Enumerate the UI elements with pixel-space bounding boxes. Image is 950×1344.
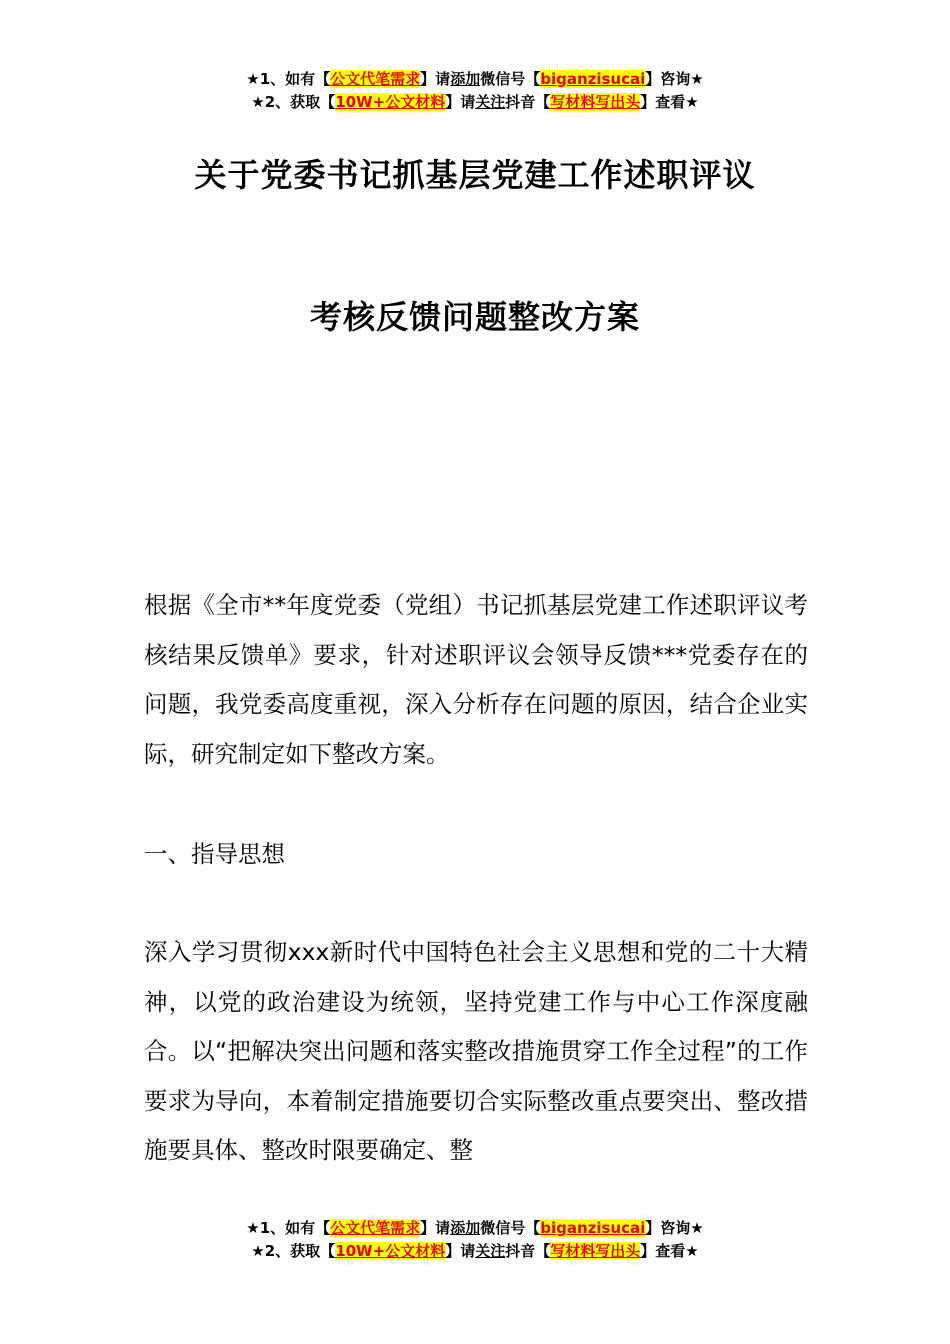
banner-line-1 <box>0 68 950 91</box>
highlight-douyin: 写材料写出头 <box>550 1242 641 1260</box>
banner-text: 】查看★ <box>640 1242 699 1260</box>
banner-text: 抖音【 <box>505 1242 551 1260</box>
banner-text-underlined: 关注 <box>475 93 506 111</box>
guiding-paragraph: 深入学习贯彻xxx新时代中国特色社会主义思想和党的二十大精神，以党的政治建设为统领，坚持党建工作与中心工作深度融合。以“把解决突出问题和落实整改措施贯穿工作全过程”的工作要求为导向，本着制定措施要切合实际整改重点要突出、整改措施要具体、整改时限要确定、整 <box>144 938 808 1164</box>
banner-text: 微信号【 <box>480 70 541 88</box>
banner-text-underlined: 添加 <box>450 1219 481 1237</box>
banner-text: 】请 <box>420 1219 451 1237</box>
document-title-line-2: 考核反馈问题整改方案 <box>309 298 640 336</box>
footer-banner <box>0 1217 950 1263</box>
highlight-wechat-id: biganzisucai <box>540 70 646 88</box>
highlight-service: 公文代笔需求 <box>330 1219 421 1237</box>
banner-text: 】查看★ <box>640 93 699 111</box>
document-title-line-1: 关于党委书记抓基层党建工作述职评议 <box>194 156 756 194</box>
banner-text: ★2、获取【 <box>251 93 336 111</box>
highlight-douyin: 写材料写出头 <box>550 93 641 111</box>
banner-text: 】咨询★ <box>645 70 704 88</box>
banner-text: 抖音【 <box>505 93 551 111</box>
highlight-materials: 10W+公文材料 <box>335 1242 446 1260</box>
section-heading: 一、指导思想 <box>144 840 285 868</box>
banner-text: 】请 <box>445 93 476 111</box>
banner-text: 】请 <box>420 70 451 88</box>
intro-paragraph: 根据《全市**年度党委（党组）书记抓基层党建工作述职评议考核结果反馈单》要求，针对述职评议会领导反馈***党委存在的问题，我党委高度重视，深入分析存在问题的原因，结合企业实际，研究制定如下整改方案。 <box>144 591 808 768</box>
banner-text: 】请 <box>445 1242 476 1260</box>
banner-text: 微信号【 <box>480 1219 541 1237</box>
banner-line-2 <box>0 91 950 114</box>
highlight-materials: 10W+公文材料 <box>335 93 446 111</box>
highlight-service: 公文代笔需求 <box>330 70 421 88</box>
banner-text: ★2、获取【 <box>251 1242 336 1260</box>
banner-text: ★1、如有【 <box>246 70 331 88</box>
banner-text: ★1、如有【 <box>246 1219 331 1237</box>
banner-line-1 <box>0 1217 950 1240</box>
highlight-wechat-id: biganzisucai <box>540 1219 646 1237</box>
header-banner <box>0 68 950 114</box>
banner-text-underlined: 关注 <box>475 1242 506 1260</box>
banner-text-underlined: 添加 <box>450 70 481 88</box>
banner-text: 】咨询★ <box>645 1219 704 1237</box>
banner-line-2 <box>0 1240 950 1263</box>
